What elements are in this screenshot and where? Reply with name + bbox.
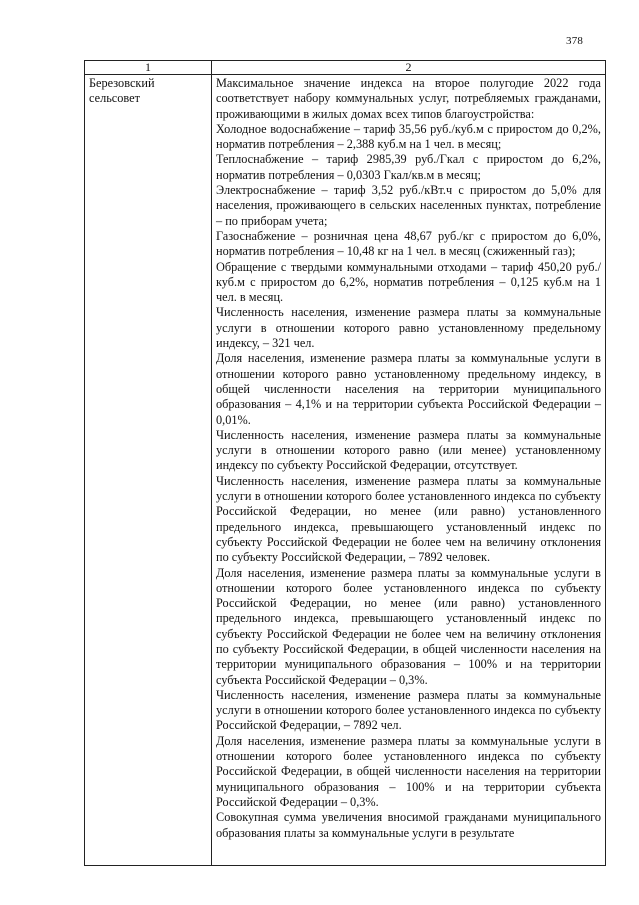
paragraph-heating: Теплоснабжение – тариф 2985,39 руб./Гкал с приростом до 6,2%, норматив потребления – 0,0303 Гкал/кв.м в месяц; [216, 152, 601, 182]
table-row [85, 75, 606, 866]
paragraph-population-below-index: Численность населения, изменение размера платы за коммунальные услуги в отношении которого равно (или менее) установленному индексу по субъекту Российской Федерации, отсутствует. [216, 427, 601, 473]
description-cell [212, 75, 606, 866]
paragraph-population-above-index: Численность населения, изменение размера платы за коммунальные услуги в отношении которого более установленного индекса по субъекту Российской Федерации, – 7892 чел. [216, 687, 601, 733]
paragraph-gas: Газоснабжение – розничная цена 48,67 руб./кг с приростом до 6,0%, норматив потребления – 10,48 кг на 1 чел. в месяц (сжиженный газ); [216, 228, 601, 259]
paragraph-population-equal-limit: Численность населения, изменение размера платы за коммунальные услуги в отношении которого равно установленному предельному индексу, – 321 чел. [216, 305, 601, 351]
paragraph-cold-water: Холодное водоснабжение – тариф 35,56 руб./куб.м с приростом до 0,2%, норматив потребления – 2,388 куб.м на 1 чел. в месяц; [216, 121, 601, 152]
paragraph-population-within-deviation: Численность населения, изменение размера платы за коммунальные услуги в отношении которого более установленного индекса по субъекту Российской Федерации, но менее (или равно) установленного предельного индекса, превышающего установленный индекс по субъекту Российской Федерации не более чем на величину отклонения по субъекту Российской Федерации, – 7892 человек. [216, 473, 601, 565]
description-text [212, 75, 605, 841]
column-header-2: 2 [212, 61, 606, 75]
page-number: 378 [566, 35, 584, 47]
table-header-row [85, 61, 606, 75]
paragraph-share-within-deviation: Доля населения, изменение размера платы за коммунальные услуги в отношении которого более установленного индекса по субъекту Российской Федерации, но менее (или равно) установленного предельного индекса, превышающего установленный индекс по субъекту Российской Федерации не более чем на величину отклонения по субъекту Российской Федерации, в общей численности населения на территории муниципального образования – 100% и на территории субъекта Российской Федерации – 0,3%. [216, 565, 601, 687]
paragraph-share-equal-limit: Доля населения, изменение размера платы за коммунальные услуги в отношении которого равно установленному предельному индексу, в общей численности населения на территории муниципального образования – 4,1% и на территории субъекта Российской Федерации – 0,01%. [216, 351, 601, 427]
column-header-1: 1 [85, 61, 212, 75]
paragraph-waste: Обращение с твердыми коммунальными отходами – тариф 450,20 руб./куб.м с приростом до 6,2%, норматив потребления – 0,125 куб.м на 1 чел. в месяц. [216, 259, 601, 305]
paragraph-electricity: Электроснабжение – тариф 3,52 руб./кВт.ч с приростом до 5,0% для населения, проживающего в сельских населенных пунктах, потребление – по приборам учета; [216, 183, 601, 228]
indices-table [84, 60, 606, 866]
municipality-name: Березовский сельсовет [89, 76, 155, 106]
paragraph-intro: Максимальное значение индекса на второе полугодие 2022 года соответствует набору коммунальных услуг, потребляемых гражданами, проживающими в жилых домах всех типов благоустройства: [216, 76, 601, 121]
paragraph-total-increase: Совокупная сумма увеличения вносимой гражданами муниципального образования платы за коммунальные услуги в результате [216, 810, 601, 840]
municipality-cell [85, 75, 212, 866]
paragraph-share-above-index: Доля населения, изменение размера платы за коммунальные услуги в отношении которого более установленного индекса по субъекту Российской Федерации, в общей численности населения на территории муниципального образования – 100% и на территории субъекта Российской Федерации – 0,3%. [216, 733, 601, 809]
